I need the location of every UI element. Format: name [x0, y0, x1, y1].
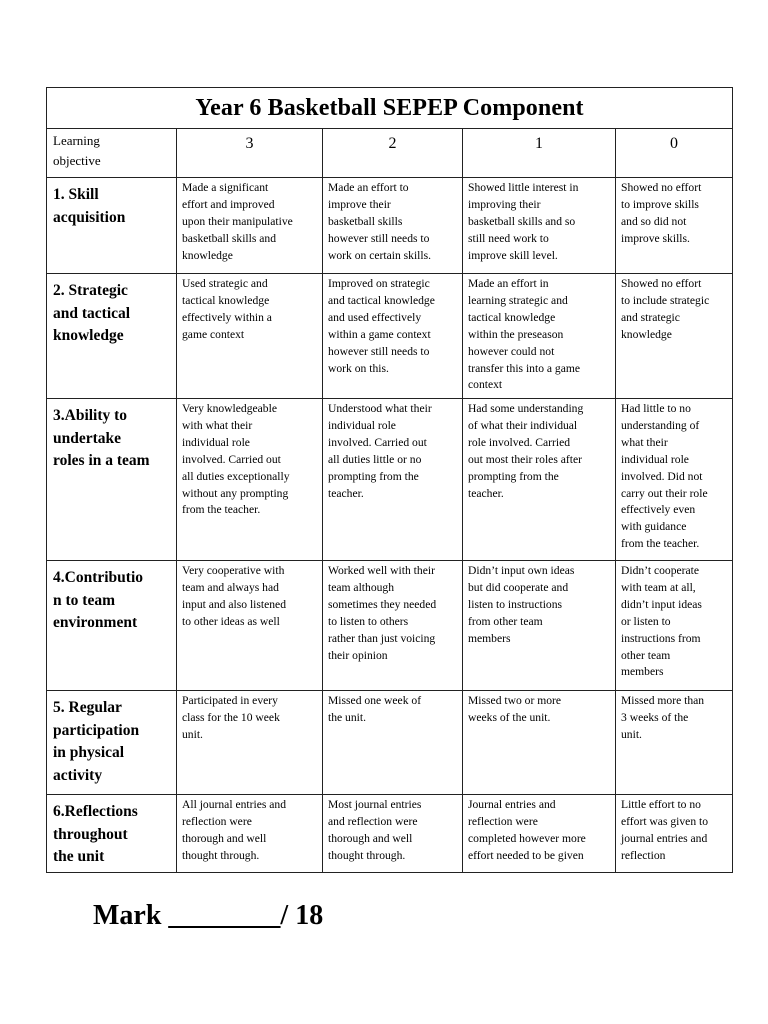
objective-line: 5. Regular — [53, 699, 122, 716]
descriptor-line: Journal entries and — [468, 798, 556, 811]
descriptor-line: listen to instructions — [468, 597, 563, 611]
descriptor-cell-score-2 — [323, 274, 463, 399]
objective-line: roles in a team — [53, 452, 150, 469]
descriptor-line: unit. — [182, 727, 203, 741]
descriptor-line: improving their — [468, 197, 541, 211]
descriptor-cell-score-0 — [616, 399, 733, 561]
descriptor-line: all duties exceptionally — [182, 469, 290, 483]
descriptor-line: work on certain skills. — [328, 248, 432, 262]
descriptor-line: involved. Carried out — [182, 452, 281, 466]
descriptor-line: tactical knowledge — [182, 293, 270, 307]
rubric-table — [46, 87, 733, 873]
descriptor-line: Missed one week of — [328, 694, 422, 707]
rubric-row — [47, 795, 733, 873]
descriptor-line: tactical knowledge — [468, 310, 556, 324]
descriptor-line: from the teacher. — [621, 537, 700, 551]
descriptor-line: improve skills. — [621, 231, 690, 245]
objective-line: n to team — [53, 591, 115, 609]
objective-line: participation — [53, 721, 140, 739]
objective-line: the unit — [53, 848, 105, 865]
descriptor-line: 3 weeks of the — [621, 710, 689, 724]
objective-line: knowledge — [53, 327, 124, 344]
descriptor-line: thought through. — [182, 848, 260, 862]
descriptor-line: however still needs to — [328, 231, 430, 245]
descriptor-line: however could not — [468, 344, 555, 358]
descriptor-line: Showed little interest in — [468, 181, 579, 194]
descriptor-line: sometimes they needed — [328, 597, 437, 611]
learning-objective-cell — [47, 561, 177, 691]
objective-line: in physical — [53, 744, 125, 761]
objective-line: environment — [53, 614, 138, 631]
descriptor-cell-score-3 — [177, 691, 323, 795]
descriptor-line: prompting from the — [468, 469, 559, 483]
descriptor-line: involved. Carried out — [328, 435, 427, 449]
descriptor-line: all duties little or no — [328, 452, 422, 466]
descriptor-line: prompting from the — [328, 469, 419, 483]
descriptor-line: Little effort to no — [621, 798, 701, 811]
descriptor-cell-score-2 — [323, 561, 463, 691]
descriptor-line: learning strategic and — [468, 293, 568, 307]
descriptor-line: Didn’t cooperate — [621, 564, 700, 577]
descriptor-line: teacher. — [468, 486, 504, 500]
title-row — [47, 88, 733, 129]
descriptor-line: Showed no effort — [621, 181, 702, 194]
descriptor-line: thorough and well — [182, 831, 267, 845]
descriptor-line: knowledge — [182, 248, 233, 262]
descriptor-cell-score-2 — [323, 691, 463, 795]
descriptor-line: without any prompting — [182, 486, 289, 500]
descriptor-line: didn’t input ideas — [621, 597, 702, 611]
descriptor-line: and so did not — [621, 214, 687, 228]
descriptor-cell-score-0 — [616, 691, 733, 795]
descriptor-line: upon their manipulative — [182, 214, 293, 228]
descriptor-line: understanding of — [621, 418, 700, 432]
objective-line: activity — [53, 766, 103, 784]
descriptor-line: Didn’t input own ideas — [468, 564, 575, 577]
descriptor-line: and reflection were — [328, 814, 418, 828]
descriptor-line: their opinion — [328, 648, 388, 662]
descriptor-cell-score-2 — [323, 795, 463, 873]
descriptor-line: with guidance — [621, 520, 687, 534]
descriptor-line: basketball skills and so — [468, 214, 576, 228]
descriptor-line: of what their individual — [468, 418, 578, 432]
descriptor-line: context — [468, 378, 503, 392]
descriptor-cell-score-1 — [463, 795, 616, 873]
descriptor-line: members — [621, 665, 664, 679]
descriptor-line: Very knowledgeable — [182, 402, 277, 415]
descriptor-cell-score-1 — [463, 274, 616, 399]
descriptor-cell-score-3 — [177, 561, 323, 691]
rubric-row — [47, 178, 733, 274]
descriptor-line: involved. Did not — [621, 469, 703, 483]
descriptor-line: effort and improved — [182, 197, 275, 211]
descriptor-cell-score-1 — [463, 178, 616, 274]
descriptor-line: to other ideas as well — [182, 614, 280, 628]
learning-objective-cell — [47, 399, 177, 561]
descriptor-line: Most journal entries — [328, 798, 422, 811]
descriptor-line: effectively even — [621, 503, 696, 517]
rubric-row — [47, 274, 733, 399]
descriptor-line: rather than just voicing — [328, 631, 436, 645]
descriptor-line: completed however more — [468, 831, 586, 845]
descriptor-line: thought through. — [328, 848, 406, 862]
descriptor-cell-score-3 — [177, 795, 323, 873]
descriptor-line: still need work to — [468, 231, 549, 245]
descriptor-cell-score-0 — [616, 178, 733, 274]
descriptor-line: individual role — [182, 435, 250, 449]
descriptor-line: from other team — [468, 614, 543, 628]
descriptor-line: carry out their role — [621, 486, 708, 500]
descriptor-line: All journal entries and — [182, 798, 286, 811]
rubric-title: Year 6 Basketball SEPEP Component — [47, 88, 733, 129]
descriptor-line: basketball skills — [328, 214, 403, 228]
learning-objective-header — [47, 129, 177, 178]
learning-objective-cell — [47, 795, 177, 873]
descriptor-line: Showed no effort — [621, 277, 702, 290]
descriptor-line: however still needs to — [328, 344, 430, 358]
descriptor-line: and strategic — [621, 310, 680, 324]
descriptor-line: Missed two or more — [468, 694, 562, 707]
descriptor-line: improve skill level. — [468, 248, 558, 262]
descriptor-line: and tactical knowledge — [328, 293, 435, 307]
descriptor-line: weeks of the unit. — [468, 710, 551, 724]
rubric-row — [47, 691, 733, 795]
descriptor-line: Improved on strategic — [328, 277, 430, 290]
descriptor-line: but did cooperate and — [468, 580, 569, 594]
learning-objective-cell — [47, 178, 177, 274]
objective-line: acquisition — [53, 208, 126, 226]
descriptor-line: Had little to no — [621, 402, 691, 415]
descriptor-line: Used strategic and — [182, 277, 268, 290]
descriptor-line: Made an effort to — [328, 181, 409, 194]
descriptor-line: to improve skills — [621, 197, 699, 211]
descriptor-line: the unit. — [328, 710, 366, 724]
rubric-body — [47, 178, 733, 873]
objective-line: undertake — [53, 429, 122, 447]
descriptor-line: other team — [621, 648, 671, 662]
score-header-1: 1 — [463, 129, 616, 178]
descriptor-line: reflection were — [468, 814, 538, 828]
descriptor-line: Made an effort in — [468, 277, 549, 290]
descriptor-line: individual role — [621, 452, 689, 466]
score-header-3: 3 — [177, 129, 323, 178]
descriptor-line: work on this. — [328, 361, 389, 375]
descriptor-line: teacher. — [328, 486, 364, 500]
descriptor-line: reflection were — [182, 814, 252, 828]
descriptor-line: basketball skills and — [182, 231, 277, 245]
learning-objective-header-line: Learning — [53, 133, 100, 148]
descriptor-line: instructions from — [621, 631, 701, 645]
descriptor-line: journal entries and — [621, 831, 708, 845]
objective-line: 1. Skill — [53, 186, 99, 203]
descriptor-cell-score-2 — [323, 399, 463, 561]
header-row — [47, 129, 733, 178]
descriptor-cell-score-1 — [463, 399, 616, 561]
objective-line: 6.Reflections — [53, 803, 138, 820]
descriptor-cell-score-3 — [177, 274, 323, 399]
descriptor-line: role involved. Carried — [468, 435, 571, 449]
learning-objective-header-line: objective — [53, 153, 101, 168]
score-header-0: 0 — [616, 129, 733, 178]
descriptor-line: what their — [621, 435, 668, 449]
descriptor-line: and used effectively — [328, 310, 422, 324]
objective-line: 2. Strategic — [53, 282, 128, 299]
descriptor-line: or listen to — [621, 614, 671, 628]
descriptor-line: input and also listened — [182, 597, 287, 611]
descriptor-cell-score-0 — [616, 795, 733, 873]
learning-objective-cell — [47, 274, 177, 399]
descriptor-line: unit. — [621, 727, 642, 741]
descriptor-cell-score-1 — [463, 561, 616, 691]
descriptor-line: effectively within a — [182, 310, 272, 324]
descriptor-line: reflection — [621, 848, 666, 862]
descriptor-line: to include strategic — [621, 293, 710, 307]
descriptor-line: to listen to others — [328, 614, 409, 628]
descriptor-line: Understood what their — [328, 402, 432, 415]
descriptor-line: within a game context — [328, 327, 431, 341]
descriptor-line: Had some understanding — [468, 402, 584, 415]
objective-line: 4.Contributio — [53, 569, 143, 586]
descriptor-line: knowledge — [621, 327, 672, 341]
descriptor-line: individual role — [328, 418, 396, 432]
descriptor-cell-score-3 — [177, 178, 323, 274]
mark-total-line: Mark ________/ 18 — [93, 900, 324, 931]
descriptor-line: Participated in every — [182, 694, 278, 707]
score-header-2: 2 — [323, 129, 463, 178]
descriptor-line: Missed more than — [621, 694, 705, 707]
descriptor-line: team although — [328, 580, 395, 594]
descriptor-line: transfer this into a game — [468, 361, 581, 375]
descriptor-line: with team at all, — [621, 580, 696, 594]
descriptor-line: Very cooperative with — [182, 564, 285, 577]
descriptor-cell-score-2 — [323, 178, 463, 274]
descriptor-line: class for the 10 week — [182, 710, 280, 724]
descriptor-cell-score-3 — [177, 399, 323, 561]
descriptor-line: Made a significant — [182, 181, 269, 194]
descriptor-cell-score-0 — [616, 274, 733, 399]
objective-line: and tactical — [53, 304, 131, 322]
learning-objective-cell — [47, 691, 177, 795]
descriptor-line: effort was given to — [621, 814, 709, 828]
descriptor-line: effort needed to be given — [468, 848, 584, 862]
rubric-row — [47, 561, 733, 691]
descriptor-line: game context — [182, 327, 245, 341]
descriptor-line: with what their — [182, 418, 253, 432]
descriptor-line: Worked well with their — [328, 564, 435, 577]
descriptor-line: team and always had — [182, 580, 279, 594]
descriptor-line: within the preseason — [468, 327, 564, 341]
descriptor-line: from the teacher. — [182, 503, 261, 517]
descriptor-line: out most their roles after — [468, 452, 582, 466]
rubric-row — [47, 399, 733, 561]
descriptor-line: thorough and well — [328, 831, 413, 845]
objective-line: throughout — [53, 825, 128, 843]
descriptor-cell-score-0 — [616, 561, 733, 691]
objective-line: 3.Ability to — [53, 407, 128, 424]
descriptor-line: members — [468, 631, 511, 645]
descriptor-cell-score-1 — [463, 691, 616, 795]
descriptor-line: improve their — [328, 197, 391, 211]
